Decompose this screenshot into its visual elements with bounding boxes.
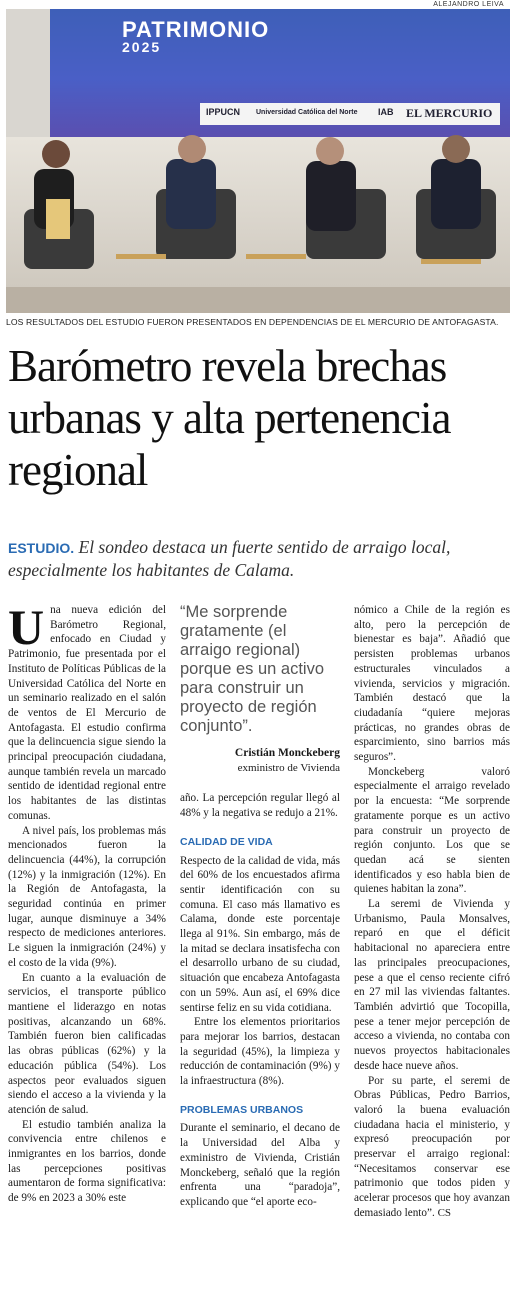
dek-label: ESTUDIO. — [8, 540, 75, 556]
column-1 — [8, 599, 166, 1206]
paragraph: año. La percepción regular llegó al 48% y la negativa se redujo a 21%. — [180, 792, 340, 820]
logo-el-mercurio: EL MERCURIO — [406, 106, 493, 120]
paragraph: A nivel país, los problemas más mencionados fueron la delincuencia (44%), la corrupción (12%) y la inmigración (12%). En la Región de Antofagasta, la seguridad continúa en primer lugar, aunque disminuye a 34% respecto de mediciones anteriores. Le siguen la inmigración (24%) y el costo de la vida (9%). — [8, 824, 166, 969]
logo-iab: IAB — [378, 107, 394, 117]
photo-credit: ALEJANDRO LEIVA — [433, 1, 504, 8]
quote-author: Cristián Monckeberg — [234, 747, 340, 759]
column-2 — [180, 603, 340, 1210]
paragraph: nómico a Chile de la región es alto, pero la percepción de bienestar es baja”. Añadió que persisten problemas urbanos estructurales vinculados a vivienda, servicios y migración. También destacó que la ciudadanía “quiere mejoras prácticas, no grandes obras de esparcimiento, sino barrios más seguros”. — [354, 604, 510, 764]
logo-ucn: Universidad Católica del Norte — [256, 109, 358, 116]
paragraph: Entre los elementos prioritarios para mejorar los barrios, destacan la seguridad (45%), la limpieza y reducción de contaminación (9%) y la infraestructura (8%). — [180, 1016, 340, 1088]
dek — [8, 536, 508, 581]
dek-text: El sondeo destaca un fuerte sentido de arraigo local, especialmente los habitantes de Calama. — [8, 537, 451, 580]
event-photo — [6, 9, 510, 313]
panelists-illustration — [6, 9, 510, 313]
screen-year: 2025 — [122, 39, 162, 55]
logo-ippucn: IPPUCN — [206, 107, 241, 117]
paragraph: En cuanto a la evaluación de servicios, el transporte público mantiene el liderazgo en notas positivas, alcanzando un 68%. También fueron bien calificadas las obras públicas (62%) y la educación pública (54%). Los aspectos peor evaluados siguen siendo el acceso a la vivienda y la atención de salud. — [8, 971, 166, 1116]
paragraph: Durante el seminario, el decano de la Universidad del Alba y exministro de Vivienda, Cristián Monckeberg, señaló que la región enfrenta una “paradoja”, explicando que “el aporte eco- — [180, 1122, 340, 1208]
paragraph-text: Por su parte, el seremi de Obras Públicas, Pedro Barrios, valoró la buena evaluación ciudadana hacia el ministerio, y expresó preocupación por preservar el arraigo regional: “Necesitamos conservar ese patrimonio que todos piden y acelerar procesos que hoy avanzan demasiado lento”. — [354, 1074, 510, 1219]
pull-quote: “Me sorprende gratamente (el arraigo regional) porque es un activo para construir un proyecto de región conjunto”. — [180, 603, 325, 735]
column-3 — [354, 603, 510, 1221]
drop-cap: U — [8, 599, 45, 655]
paragraph: La seremi de Vivienda y Urbanismo, Paula Monsalves, reparó en que el déficit habitacional no apareciera entre las principales preocupaciones, pese a que el censo reciente cifró en 27 mil las viviendas faltantes. También advirtió que Tocopilla, pese a tener mejor percepción de acceso a vivienda, no contaba con nuevos proyectos habitacionales desde hace nueve años. — [354, 898, 510, 1072]
paragraph: Respecto de la calidad de vida, más del 60% de los encuestados afirma sentir identificación con su comuna. El caso más llamativo es Calama, donde este porcentaje llega al 91%. Sin embargo, más de la mitad se declara insatisfecha con el desarrollo urbano de su ciudad, situación que encabeza Antofagasta con un 59%. Aun así, el 69% dice sentirse feliz en su vida cotidiana. — [180, 854, 340, 1014]
end-mark: CS — [437, 1206, 452, 1219]
paragraph: El estudio también analiza la convivencia entre chilenos e inmigrantes en los barrios, donde las percepciones positivas aumentaron de forma significativa: de 9% en 2023 a 30% este — [8, 1118, 166, 1205]
subheading-problemas-urbanos: PROBLEMAS URBANOS — [180, 1103, 304, 1116]
lead-paragraph — [8, 599, 166, 824]
screen-title: PATRIMONIO — [122, 17, 270, 42]
photo-caption: LOS RESULTADOS DEL ESTUDIO FUERON PRESENTADOS EN DEPENDENCIAS DE EL MERCURIO DE ANTOFAGASTA. — [6, 317, 499, 327]
headline: Barómetro revela brechas urbanas y alta pertenencia regional — [8, 341, 451, 495]
paragraph-text: na nueva edición del Barómetro Regional, enfocado en Ciudad y Patrimonio, fue presentada por el Instituto de Políticas Públicas de la Universidad Católica del Norte en un seminario realizado en el salón de ventos de El Mercurio de Antofagasta. El estudio confirma que la delincuencia sigue siendo la principal preocupación ciudadana, aunque también revela un marcado sentido de identidad regional entre los habitantes de las distintas comunas. — [8, 604, 166, 822]
subheading-calidad-de-vida: CALIDAD DE VIDA — [180, 835, 273, 848]
quote-author-role: exministro de Vivienda — [237, 761, 340, 774]
paragraph: Monckeberg valoró especialmente el arraigo revelado por la encuesta: “Me sorprende gratamente porque es un activo para construir un proyecto de región conjunto. Los que se quedan acá se sienten identificados y eso habla bien de quienes habitan la zona”. — [354, 765, 510, 896]
paragraph — [354, 1074, 510, 1221]
